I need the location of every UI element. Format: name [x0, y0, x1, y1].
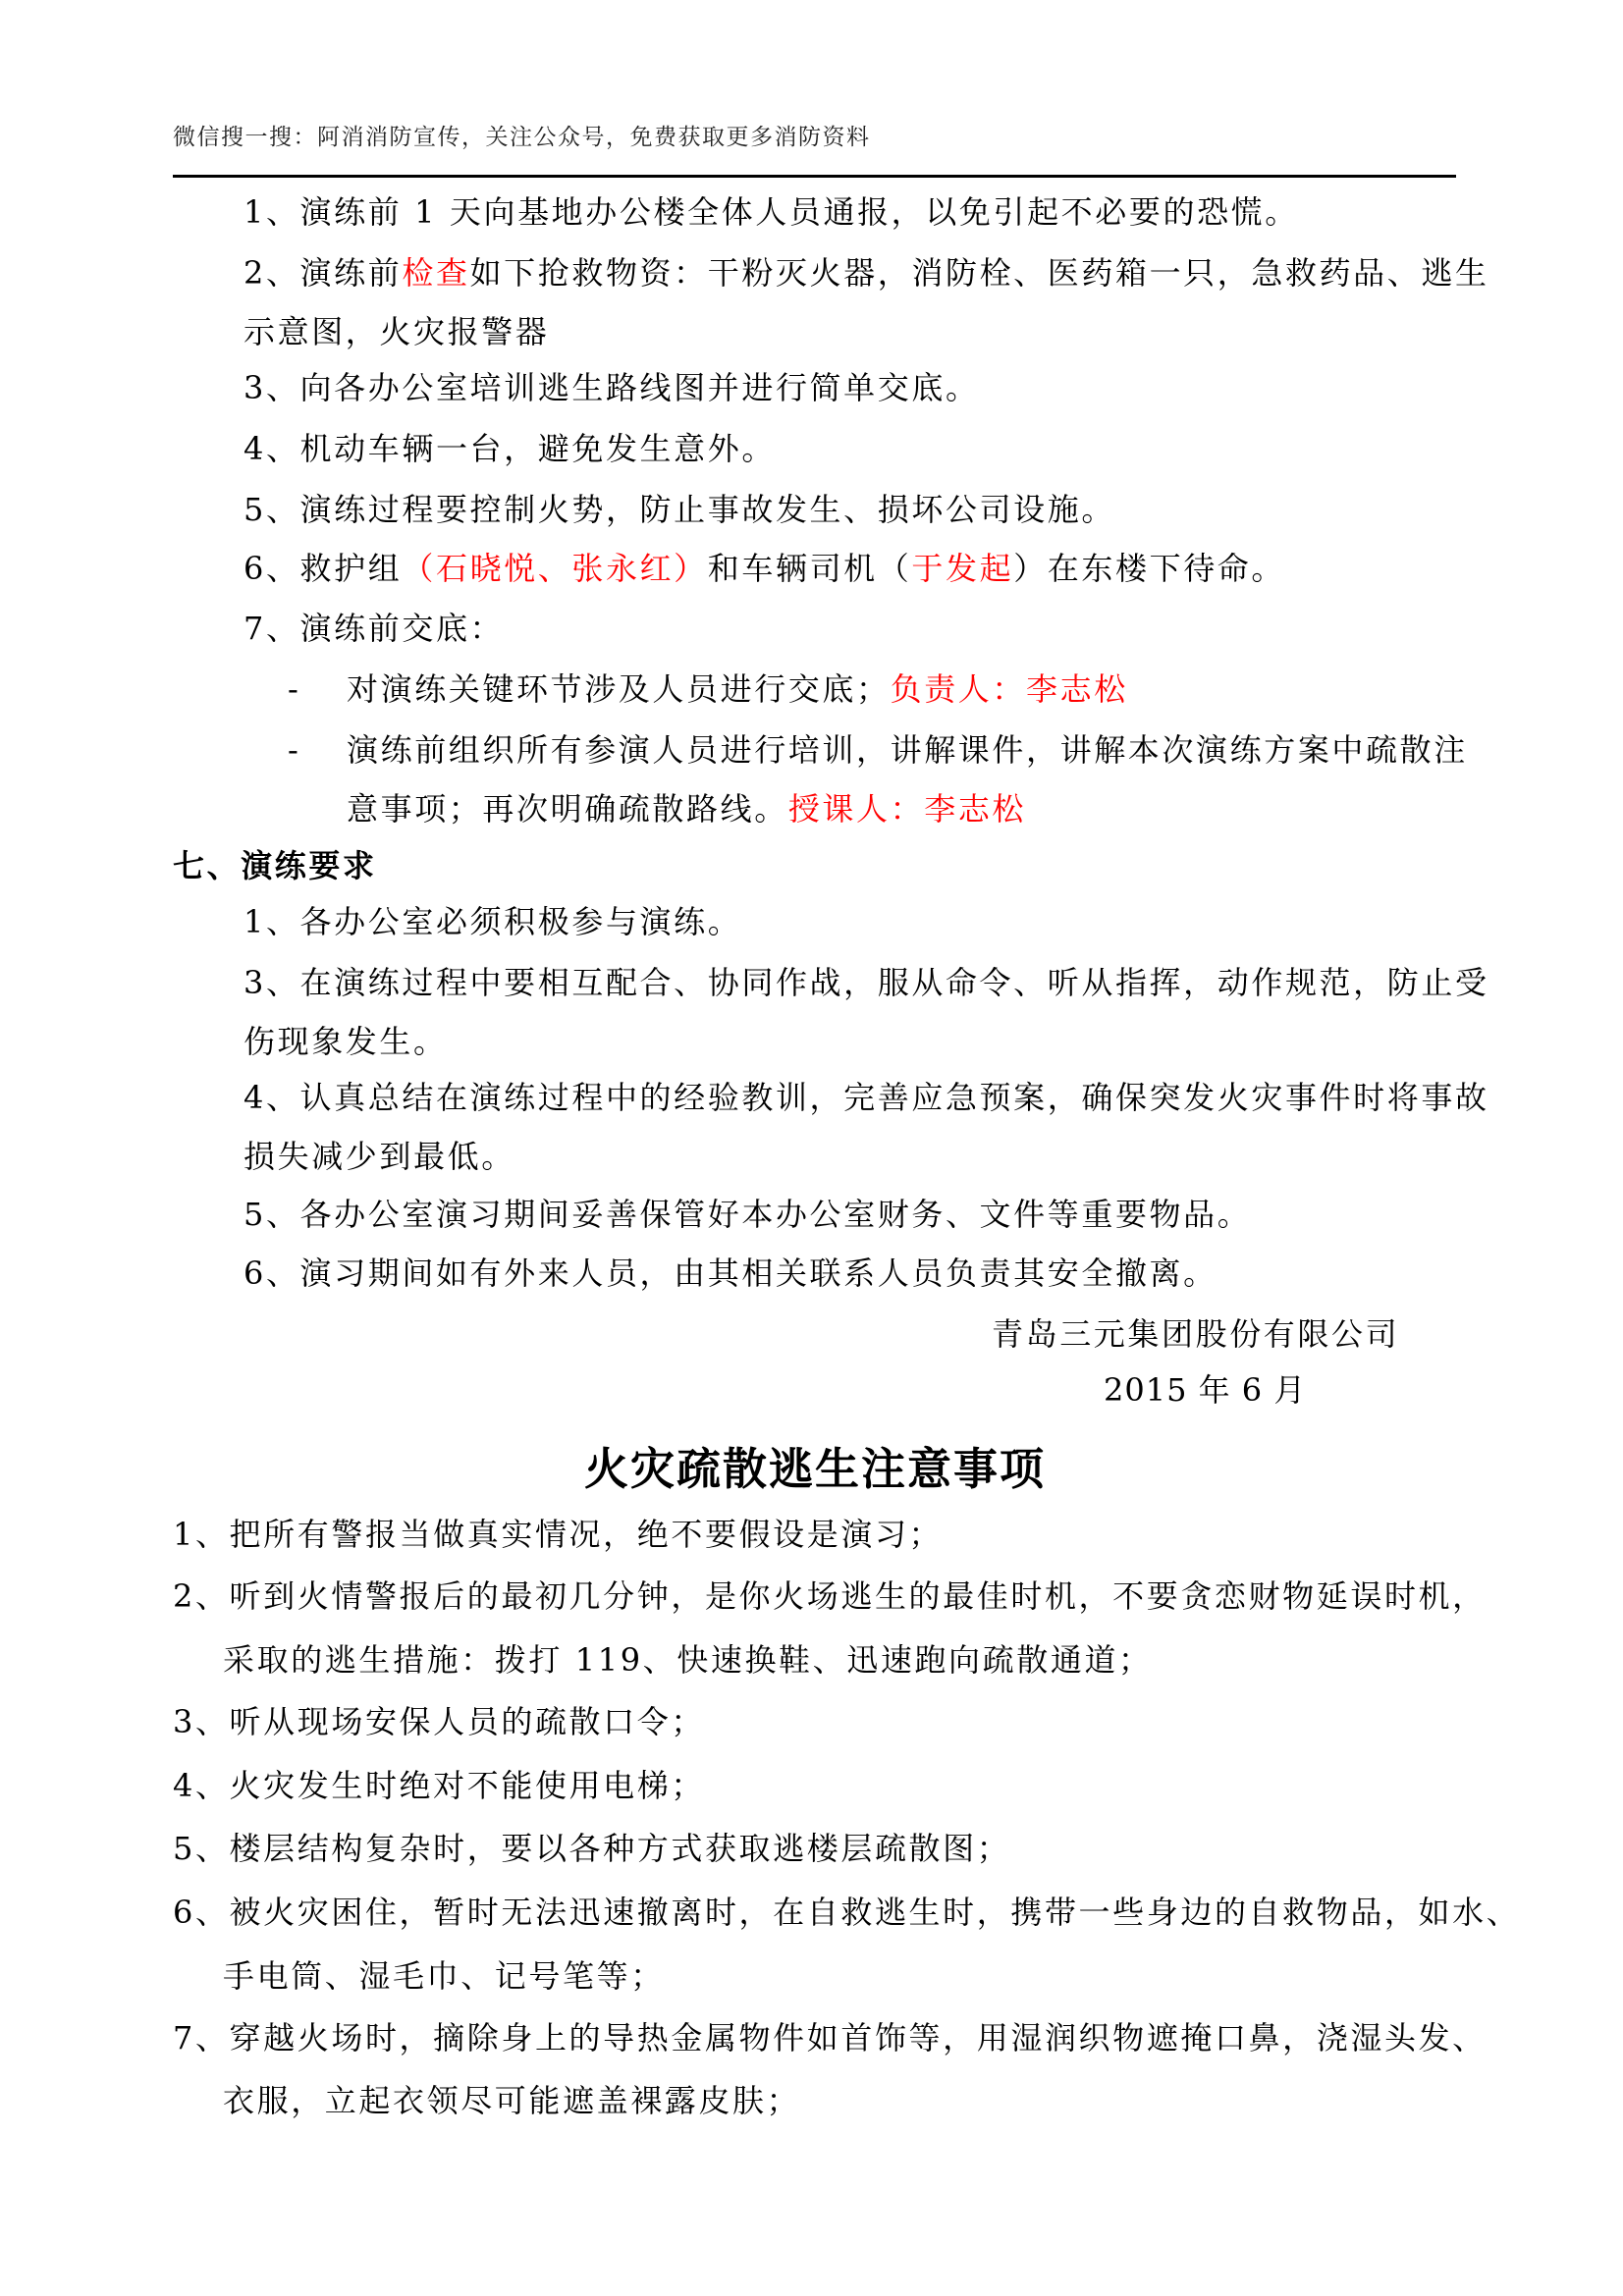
document-date: 2015 年 6 月 — [1104, 1371, 1307, 1409]
highlight-text: 于发起 — [911, 550, 1014, 587]
req-item-1: 1、各办公室必须积极参与演练。 — [243, 903, 742, 940]
notice-item-6: 6、被火灾困住，暂时无法迅速撤离时，在自救逃生时，携带一些身边的自救物品，如水、 — [173, 1894, 1521, 1931]
text: 如下抢救物资：干粉灭火器，消防栓、医药箱一只，急救药品、逃生 — [469, 254, 1489, 292]
bullet-dash: - — [288, 731, 298, 769]
text: 对演练关键环节涉及人员进行交底； — [347, 670, 891, 708]
notice-item-6-cont: 手电筒、湿毛巾、记号笔等； — [223, 1957, 665, 1995]
notice-item-7-cont: 衣服，立起衣领尽可能遮盖裸露皮肤； — [223, 2082, 801, 2119]
bullet-2: 演练前组织所有参演人员进行培训，讲解课件，讲解本次演练方案中疏散注 — [347, 731, 1468, 769]
prep-item-2 — [243, 254, 1489, 292]
notice-item-1: 1、把所有警报当做真实情况，绝不要假设是演习； — [173, 1516, 944, 1553]
req-item-4: 4、认真总结在演练过程中的经验教训，完善应急预案，确保突发火灾事件时将事故 — [243, 1079, 1489, 1116]
notice-item-4: 4、火灾发生时绝对不能使用电梯； — [173, 1767, 705, 1804]
req-item-3: 3、在演练过程中要相互配合、协同作战，服从命令、听从指挥，动作规范，防止受 — [243, 964, 1489, 1001]
section-heading: 七、演练要求 — [173, 847, 377, 884]
highlight-text: 授课人：李志松 — [787, 790, 1027, 828]
header-divider — [173, 175, 1456, 178]
highlight-text: （石晓悦、张永红） — [402, 550, 708, 587]
text: 2、演练前 — [243, 254, 403, 292]
prep-item-1: 1、演练前 1 天向基地办公楼全体人员通报，以免引起不必要的恐慌。 — [243, 193, 1299, 231]
bullet-1 — [347, 670, 1128, 708]
page-header-text: 微信搜一搜：阿消消防宣传，关注公众号，免费获取更多消防资料 — [173, 125, 871, 150]
highlight-text: 检查 — [402, 254, 470, 292]
text: 意事项；再次明确疏散路线。 — [347, 790, 788, 828]
text: 和车辆司机（ — [707, 550, 912, 587]
req-item-6: 6、演习期间如有外来人员，由其相关联系人员负责其安全撤离。 — [243, 1255, 1217, 1292]
notice-item-7: 7、穿越火场时，摘除身上的导热金属物件如首饰等，用湿润织物遮掩口鼻，浇湿头发、 — [173, 2019, 1487, 2056]
prep-item-4: 4、机动车辆一台，避免发生意外。 — [243, 430, 776, 467]
highlight-text: 负责人：李志松 — [890, 670, 1128, 708]
prep-item-3: 3、向各办公室培训逃生路线图并进行简单交底。 — [243, 369, 980, 406]
text: 6、救护组 — [243, 550, 403, 587]
req-item-3-cont: 伤现象发生。 — [243, 1023, 448, 1060]
bullet-dash: - — [288, 670, 298, 708]
text: ）在东楼下待命。 — [1013, 550, 1286, 587]
notice-title: 火灾疏散逃生注意事项 — [583, 1443, 1046, 1495]
prep-item-2-cont: 示意图，火灾报警器 — [243, 313, 550, 350]
notice-item-2-cont: 采取的逃生措施：拨打 119、快速换鞋、迅速跑向疏散通道； — [223, 1641, 1153, 1679]
req-item-4-cont: 损失减少到最低。 — [243, 1138, 515, 1175]
bullet-2-cont — [347, 790, 1027, 828]
req-item-5: 5、各办公室演习期间妥善保管好本办公室财务、文件等重要物品。 — [243, 1196, 1252, 1233]
notice-item-5: 5、楼层结构复杂时，要以各种方式获取逃楼层疏散图； — [173, 1830, 1011, 1867]
notice-item-2: 2、听到火情警报后的最初几分钟，是你火场逃生的最佳时机，不要贪恋财物延误时机， — [173, 1577, 1487, 1615]
notice-item-3: 3、听从现场安保人员的疏散口令； — [173, 1703, 705, 1740]
prep-item-7: 7、演练前交底： — [243, 610, 505, 647]
prep-item-5: 5、演练过程要控制火势，防止事故发生、损坏公司设施。 — [243, 491, 1115, 528]
prep-item-6 — [243, 550, 1286, 587]
company-name: 青岛三元集团股份有限公司 — [992, 1315, 1400, 1353]
